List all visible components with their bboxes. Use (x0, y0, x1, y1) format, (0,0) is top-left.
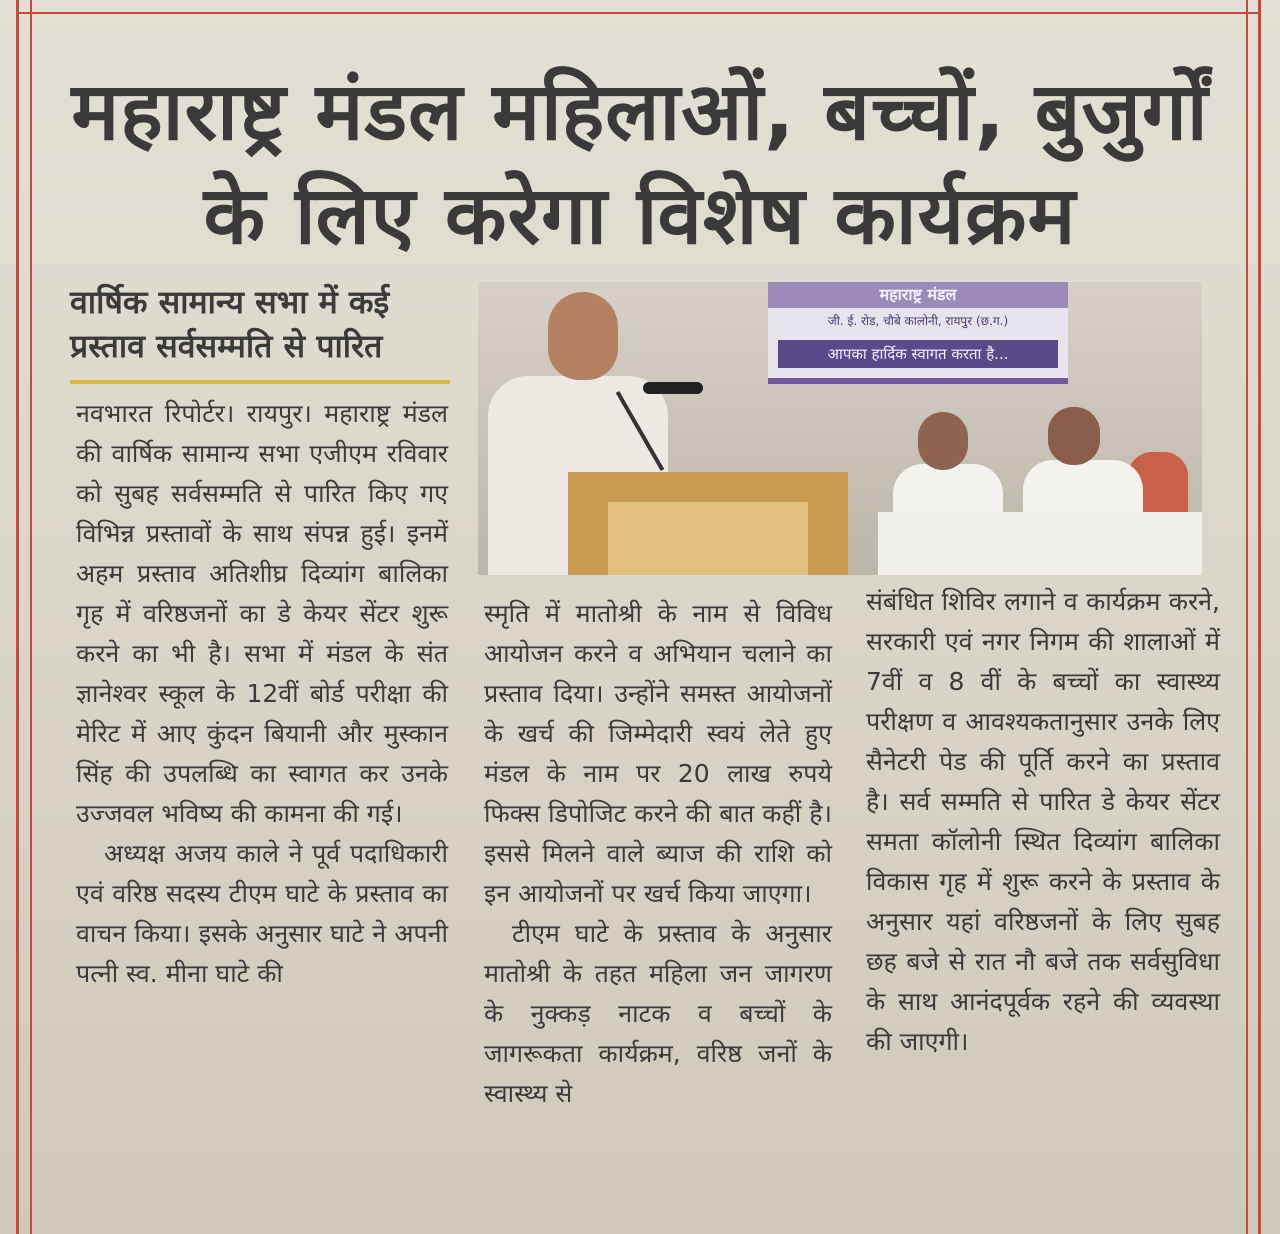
border-left-outer (16, 0, 19, 1234)
banner-address: जी. ई. रोड, चौबे कालोनी, रायपुर (छ.ग.) (827, 314, 1009, 328)
headline (60, 60, 1220, 268)
subheadline-rule (70, 380, 450, 384)
seated-person-1-head (918, 412, 968, 470)
column-2-paragraph-2: टीएम घाटे के प्रस्ताव के अनुसार मातोश्री के तहत महिला जन जागरण के नुक्कड़ नाटक व बच्चों के जागरूकता कार्यक्रम, वरिष्ठ जनों के स्वास्थ्य से (484, 919, 832, 1108)
seated-person-2 (1023, 460, 1143, 520)
article-column-2 (484, 594, 832, 1114)
column-1-paragraph-2: अध्यक्ष अजय काले ने पूर्व पदाधिकारी एवं वरिष्ठ सदस्य टीएम घाटे के प्रस्ताव का वाचन किया। इसके अनुसार घाटे ने अपनी पत्नी स्व. मीना घाटे की (76, 839, 448, 988)
subheadline-line-2: प्रस्ताव सर्वसम्मति से पारित (70, 327, 383, 365)
event-photo (478, 282, 1202, 575)
column-3-paragraph-1: संबंधित शिविर लगाने व कार्यक्रम करने, सरकारी एवं नगर निगम की शालाओं में 7वीं व 8 वीं के बच्चों का स्वास्थ्य परीक्षण व आवश्यकतानुसार उनके लिए सैनेटरी पेड की पूर्ति करने का प्रस्ताव है। सर्व सम्मति से पारित डे केयर सेंटर समता कॉलोनी स्थित दिव्यांग बालिका विकास गृह में शुरू करने के प्रस्ताव के अनुसार यहां वरिष्ठजनों के लिए सुबह छह बजे से रात नौ बजे तक सर्वसुविधा के साथ आनंदपूर्वक रहने की व्यवस्था की जाएगी। (866, 587, 1220, 1056)
border-top (16, 12, 1261, 14)
column-2-paragraph-1: स्मृति में मातोश्री के नाम से विविध आयोजन करने व अभियान चलाने का प्रस्ताव दिया। उन्होंने समस्त आयोजनों के खर्च की जिम्मेदारी स्वयं लेते हुए मंडल के नाम पर 20 लाख रुपये फिक्स डिपोजिट करने की बात कहीं है। इससे मिलने वाले ब्याज की राशि को इन आयोजनों पर खर्च किया जाएगा। (484, 599, 832, 908)
border-right-inner (1246, 0, 1248, 1234)
border-left-inner (30, 0, 32, 1234)
border-right-outer (1258, 0, 1261, 1234)
dais-table (878, 512, 1202, 575)
subheadline (70, 280, 450, 368)
seated-person-2-head (1048, 407, 1100, 465)
headline-line-1: महाराष्ट्र मंडल महिलाओं, बच्चों, बुजुर्गों (71, 65, 1209, 158)
stage-banner (768, 282, 1068, 384)
article-column-3 (866, 582, 1220, 1062)
article-column-1 (76, 394, 448, 994)
subheadline-line-1: वार्षिक सामान्य सभा में कई (70, 283, 390, 321)
banner-welcome: आपका हार्दिक स्वागत करता है... (778, 340, 1058, 368)
speaker-head (548, 292, 618, 380)
podium (568, 472, 848, 575)
microphone-icon (643, 382, 703, 394)
column-1-paragraph-1: नवभारत रिपोर्टर। रायपुर। महाराष्ट्र मंडल की वार्षिक सामान्य सभा एजीएम रविवार को सुबह सर्वसम्मति से पारित किए गए विभिन्न प्रस्तावों के साथ संपन्न हुई। इनमें अहम प्रस्ताव अतिशीघ्र दिव्यांग बालिका गृह में वरिष्ठजनों का डे केयर सेंटर शुरू करने का भी है। सभा में मंडल के संत ज्ञानेश्वर स्कूल के 12वीं बोर्ड परीक्षा की मेरिट में आए कुंदन बियानी और मुस्कान सिंह की उपलब्धि का स्वागत कर उनके उज्जवल भविष्य की कामना की गई। (76, 399, 448, 828)
podium-front (608, 502, 808, 575)
headline-line-2: के लिए करेगा विशेष कार्यक्रम (203, 169, 1077, 262)
banner-org-name: महाराष्ट्र मंडल (768, 282, 1068, 308)
